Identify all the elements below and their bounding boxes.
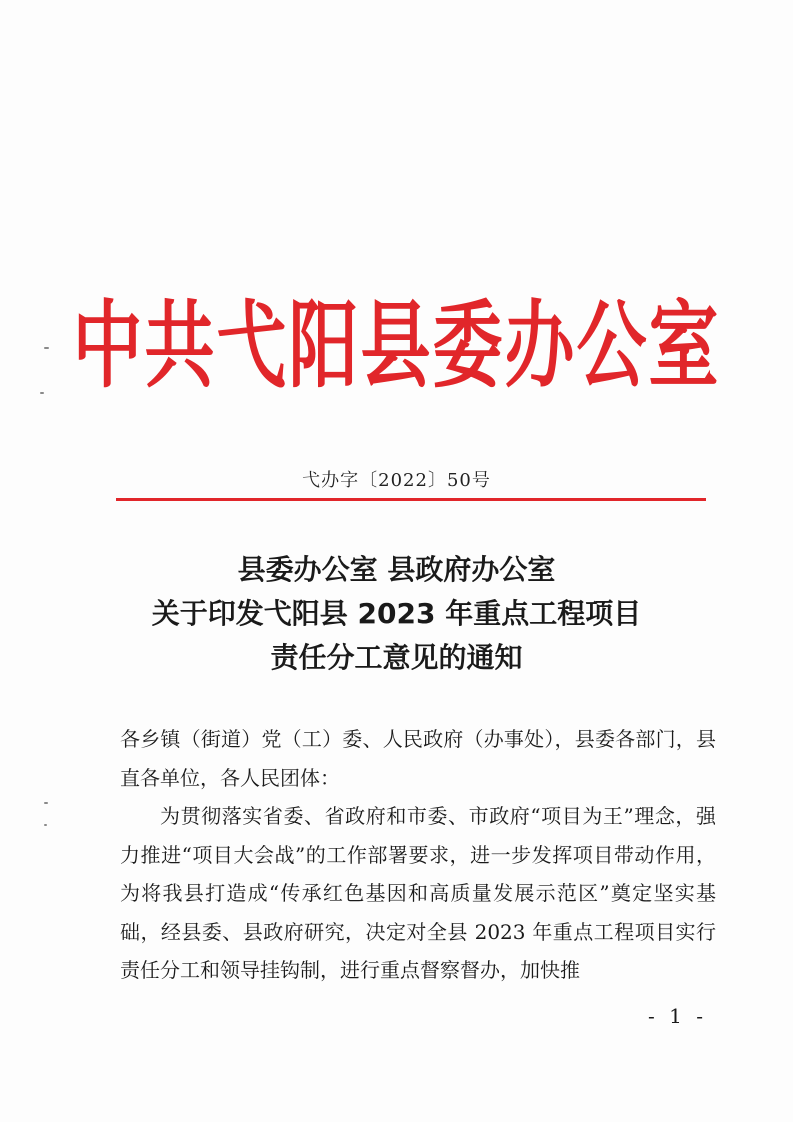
body-paragraph-1: 为贯彻落实省委、省政府和市委、市政府“项目为王”理念，强力推进“项目大会战”的工作部署要求，进一步发挥项目带动作用，为将我县打造成“传承红色基因和高质量发展示范区”奠定坚实基础，经县委、县政府研究，决定对全县 2023 年重点工程项目实行责任分工和领导挂钩制，进行重点督察督办，加快推 bbox=[120, 804, 716, 982]
red-separator-line bbox=[116, 498, 706, 501]
document-body bbox=[120, 720, 716, 990]
title-line-3: 责任分工意见的通知 bbox=[270, 641, 523, 674]
title-line-1: 县委办公室 县政府办公室 bbox=[237, 553, 556, 586]
page-number: - 1 - bbox=[648, 1004, 707, 1028]
document-number: 弋办字〔2022〕50号 bbox=[302, 470, 491, 491]
title-line-2: 关于印发弋阳县 2023 年重点工程项目 bbox=[151, 597, 642, 630]
document-title bbox=[0, 548, 793, 680]
scan-speck bbox=[44, 824, 47, 826]
issuing-organization-header: 中共弋阳县委办公室 bbox=[72, 290, 721, 401]
addressee-paragraph: 各乡镇（街道）党（工）委、人民政府（办事处），县委各部门，县直各单位，各人民团体： bbox=[120, 727, 716, 790]
scan-speck bbox=[44, 802, 48, 804]
